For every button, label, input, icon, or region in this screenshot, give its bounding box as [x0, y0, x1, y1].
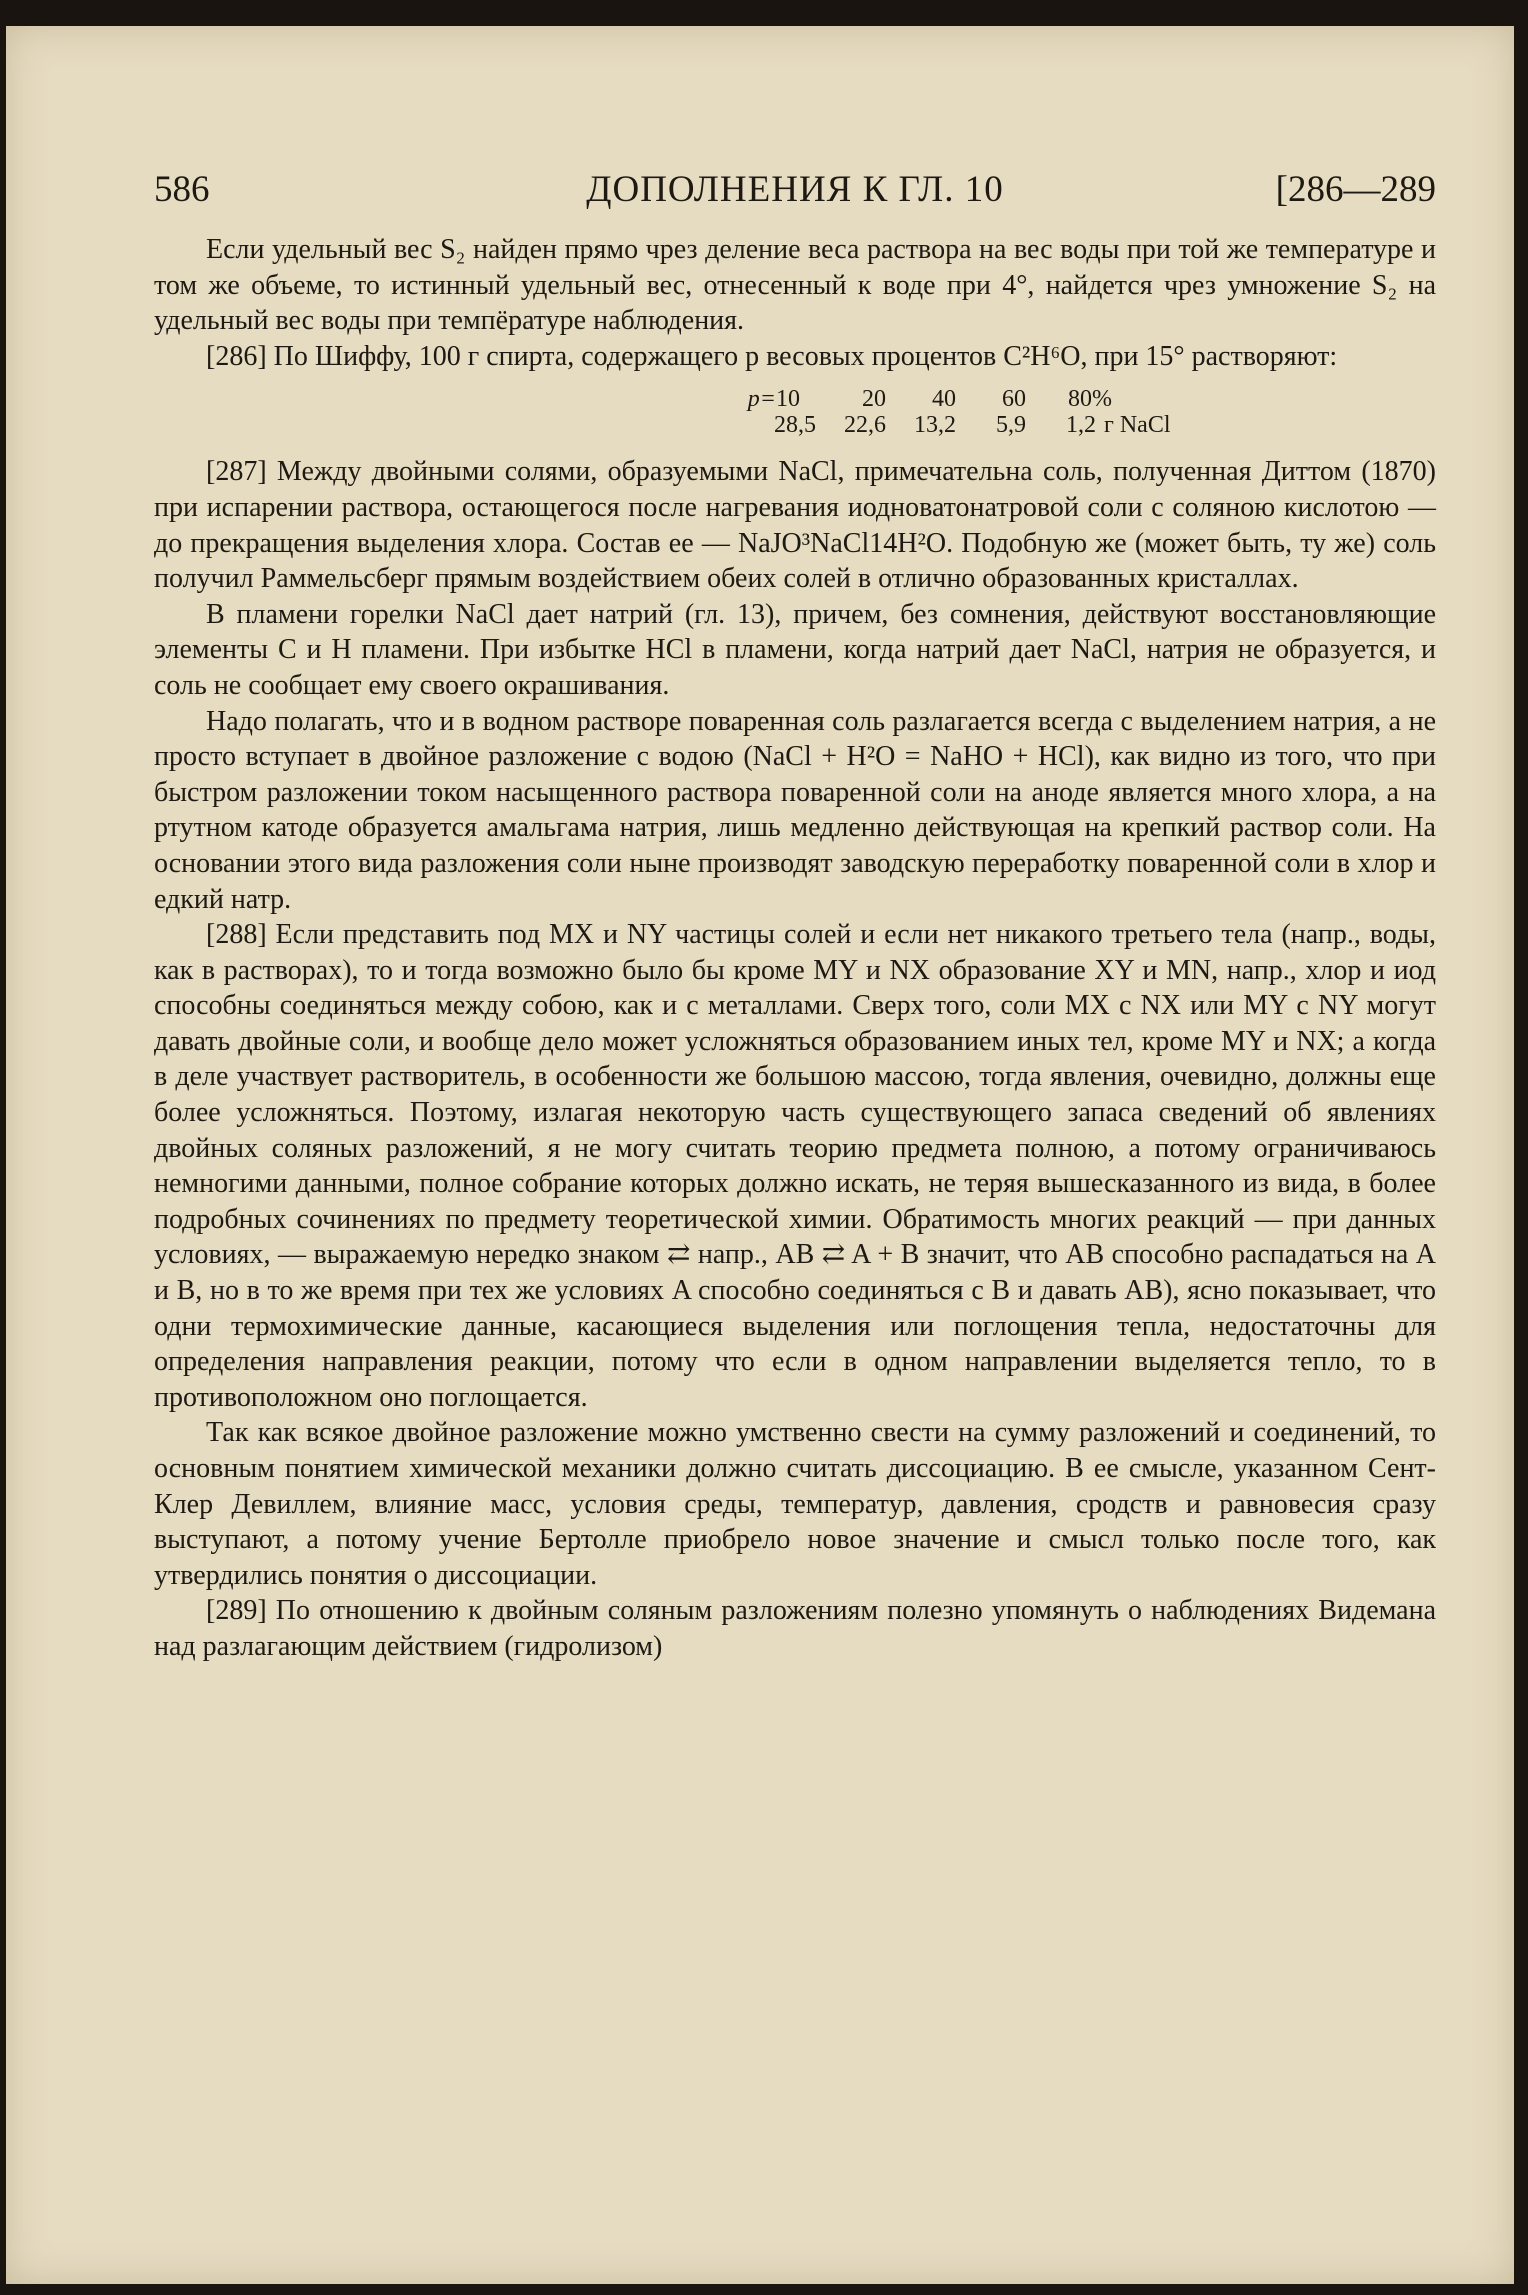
table-cell: 1,2	[1066, 412, 1096, 439]
paragraph: [286] По Шиффу, 100 г спирта, содержащего p весовых процентов C²H⁶O, при 15° растворяют:	[206, 340, 1338, 372]
running-title: ДОПОЛНЕНИЯ К ГЛ. 10	[586, 169, 1004, 210]
page-header	[154, 142, 1436, 210]
section-range: [286—289	[1275, 169, 1436, 210]
paragraph: [288] Если представить под MX и NY частицы солей и если нет никакого третьего тела (напр., воды, как в растворах), то и тогда возможно было бы кроме MY и NX образование XY и MN, напр., хлор и иод способны соединяться между собою, как и с металлами. Сверх того, соли MX с NX или MY с NY могут давать двойные соли, и вообще дело может усложняться образованием иных тел, кроме MY и NX; а когда в деле участвует растворитель, в особенности же большою массою, тогда явления, очевидно, должны еще более усложняться. Поэтому, излагая некоторую часть существующего запаса сведений об явлениях двойных соляных разложений, я не могу считать теорию предмета полною, а потому ограничиваюсь немногими данными, полное собрание которых должно искать, не теряя вышесказанного из вида, в более подробных сочинениях по предмету теоретической химии. Обратимость многих реакций — при данных условиях, — выражаемую нередко знаком ⇄ напр., AB ⇄ A + B значит, что AB способно распадаться на A и B, но в то же время при тех же условиях A способно соединяться с B и давать AB), ясно показывает, что одни термохимические данные, касающиеся выделения или поглощения тепла, недостаточны для определения направления реакции, потому что если в одном направлении выделяется тепло, то в противоположном оно поглощается.	[154, 919, 1436, 1413]
solubility-table	[154, 386, 1436, 438]
table-cell: 10	[776, 386, 800, 413]
table-cell: 20	[862, 386, 886, 413]
body-text	[154, 232, 1436, 1665]
paragraph: Если удельный вес S₂ найден прямо чрез деление веса раствора на вес воды при той же температуре и том же объеме, то истинный удельный вес, отнесенный к воде при 4°, найдется чрез умножение S₂ на удельный вес воды при темпёратуре наблюдения.	[154, 234, 1436, 337]
p-label: p=	[747, 386, 776, 413]
table-cell: 5,9	[996, 412, 1026, 439]
table-cell: 60	[1002, 386, 1026, 413]
table-cell: 22,6	[844, 412, 886, 439]
paragraph: [289] По отношению к двойным соляным разложениям полезно упомянуть о наблюдениях Видемана над разлагающим действием (гидролизом)	[154, 1595, 1436, 1662]
paragraph: В пламени горелки NaCl дает натрий (гл. 13), причем, без сомнения, действуют восстановляющие элементы C и H пламени. При избытке HCl в пламени, когда натрий дает NaCl, натрия не образуется, и соль не сообщает ему своего окрашивания.	[154, 598, 1436, 701]
table-row-nacl	[154, 412, 1436, 438]
table-unit: г NaCl	[1104, 412, 1171, 439]
paragraph: Так как всякое двойное разложение можно умственно свести на сумму разложений и соединений, то основным понятием химической механики должно считать диссоциацию. В ее смысле, указанном Сент-Клер Девиллем, влияние масс, условия среды, температур, давления, сродств и равновесия сразу выступают, а потому учение Бертолле приобрело новое значение и смысл только после того, как утвердились понятия о диссоциации.	[154, 1417, 1436, 1591]
table-cell: 13,2	[914, 412, 956, 439]
paragraph: [287] Между двойными солями, образуемыми NaCl, примечательна соль, полученная Диттом (1870) при испарении раствора, остающегося после нагревания иодноватонатровой соли с соляною кислотою — до прекращения выделения хлора. Состав ее — NaJO³NaCl14H²O. Подобную же (может быть, ту же) соль получил Раммельсберг прямым воздействием обеих солей в отлично образованных кристаллах.	[154, 456, 1436, 595]
table-row-p	[154, 386, 1436, 412]
paragraph: Надо полагать, что и в водном растворе поваренная соль разлагается всегда с выделением натрия, а не просто вступает в двойное разложение с водою (NaCl + H²O = NaHO + HCl), как видно из того, что при быстром разложении током насыщенного раствора поваренной соли на аноде является много хлора, а на ртутном катоде образуется амальгама натрия, лишь медленно действующая на крепкий раствор соли. На основании этого вида разложения соли ныне производят заводскую переработку поваренной соли в хлор и едкий натр.	[154, 705, 1436, 915]
book-page	[6, 26, 1514, 2284]
page-number: 586	[154, 169, 210, 210]
table-cell: 80%	[1068, 386, 1112, 413]
table-cell: 40	[932, 386, 956, 413]
table-cell: 28,5	[774, 412, 816, 439]
